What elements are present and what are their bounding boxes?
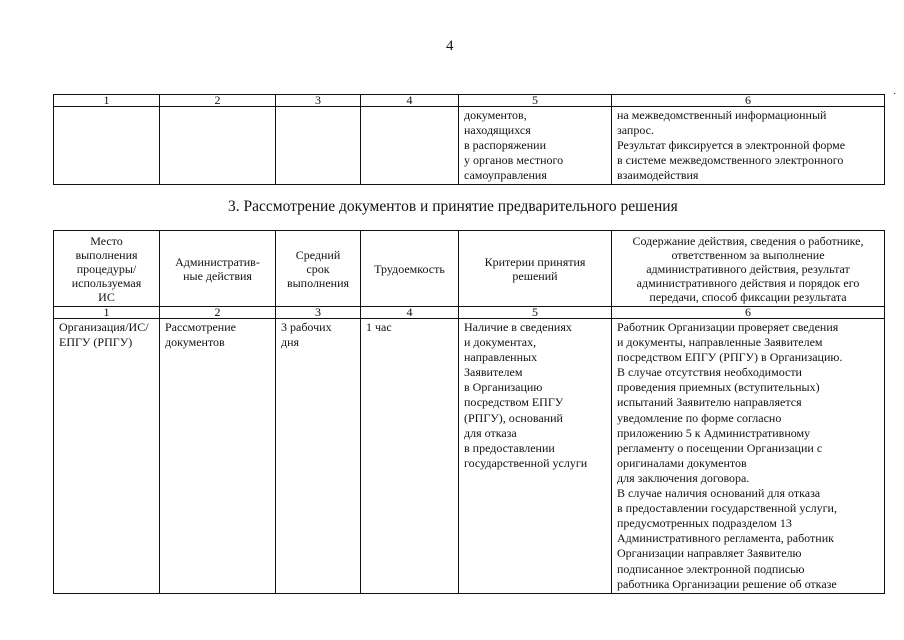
header-line: Трудоемкость [374, 261, 445, 276]
text-line: оригиналами документов [617, 455, 747, 470]
header-line: ные действия [183, 268, 252, 283]
labor-cell [361, 319, 459, 594]
text-line: уведомление по форме согласно [617, 410, 782, 425]
header-line: Средний [295, 247, 341, 262]
text-line: 1 час [366, 320, 392, 334]
column-number: 4 [361, 95, 459, 107]
header-line: ответственном за выполнение [671, 247, 825, 262]
text-line: и документах, [464, 335, 537, 350]
text-line: в предоставлении государственной услуги, [617, 501, 837, 516]
text-line: предусмотренных подразделом 13 [617, 516, 792, 531]
column-number-row [54, 95, 885, 107]
header-line: административного действия, результат [646, 261, 850, 276]
text-line: подписанное электронной подписью [617, 561, 805, 576]
text-line: ЕПГУ (РПГУ) [59, 335, 133, 350]
criteria-cell [459, 319, 612, 594]
header-line: передачи, способ фиксации результата [649, 289, 847, 304]
text-line: дня [281, 335, 300, 350]
text-line: Организация/ИС/ [59, 320, 149, 334]
header-line: административного действия и порядок его [636, 275, 860, 290]
text-line: государственной услуги [464, 455, 588, 470]
text-line: в предоставлении [464, 440, 555, 455]
column-number: 3 [276, 307, 361, 319]
column-number: 2 [160, 95, 276, 107]
header-line: процедуры/ [76, 261, 137, 276]
text-line: документов [165, 335, 225, 350]
column-number: 1 [54, 95, 160, 107]
duration-cell [276, 319, 361, 594]
text-line: приложению 5 к Административному [617, 425, 811, 440]
header-line: срок [306, 261, 330, 276]
text-line: документов, [464, 108, 527, 122]
header-place [54, 231, 160, 307]
text-line: Организации направляет Заявителю [617, 546, 802, 561]
header-criteria [459, 231, 612, 307]
header-line: решений [512, 268, 558, 283]
cell-empty [160, 107, 276, 185]
cell-empty [276, 107, 361, 185]
column-number: 3 [276, 95, 361, 107]
table-row [54, 107, 885, 185]
header-line: Содержание действия, сведения о работнике, [632, 233, 864, 248]
column-number: 4 [361, 307, 459, 319]
action-cell [160, 319, 276, 594]
text-line: В случае отсутствия необходимости [617, 365, 802, 380]
text-line: 3 рабочих [281, 320, 332, 334]
section-title: 3. Рассмотрение документов и принятие предварительного решения [228, 198, 678, 215]
cell-empty [361, 107, 459, 185]
text-line: регламенту о посещении Организации с [617, 440, 823, 455]
text-line: в системе межведомственного электронного [617, 153, 844, 168]
text-line: запрос. [617, 123, 654, 138]
text-line: проведения приемных (вступительных) [617, 380, 820, 395]
text-line: (РПГУ), оснований [464, 410, 563, 425]
column-number: 5 [459, 95, 612, 107]
column-number: 5 [459, 307, 612, 319]
text-line: посредством ЕПГУ [464, 395, 564, 410]
text-line: и документы, направленные Заявителем [617, 335, 823, 350]
text-line: испытаний Заявителю направляется [617, 395, 802, 410]
header-row [54, 231, 885, 307]
text-line: для заключения договора. [617, 470, 750, 485]
header-line: Место [90, 233, 123, 248]
header-line: Критерии принятия [484, 254, 586, 269]
text-line: посредством ЕПГУ (РПГУ) в Организацию. [617, 350, 843, 365]
text-line: самоуправления [464, 168, 547, 183]
text-line: для отказа [464, 425, 517, 440]
text-line: находящихся [464, 123, 531, 138]
table-continuation [53, 94, 885, 185]
header-actions [160, 231, 276, 307]
text-line: на межведомственный информационный [617, 108, 827, 122]
text-line: Административного регламента, работник [617, 531, 834, 546]
header-line: выполнения [75, 247, 138, 262]
cell-empty [54, 107, 160, 185]
text-line: Работник Организации проверяет сведения [617, 320, 839, 334]
column-number: 2 [160, 307, 276, 319]
page-number: 4 [446, 38, 454, 54]
content-cell [612, 107, 885, 185]
column-number: 6 [612, 307, 885, 319]
content-cell [612, 319, 885, 594]
header-content [612, 231, 885, 307]
table-row [54, 319, 885, 594]
text-line: В случае наличия оснований для отказа [617, 486, 821, 501]
margin-mark: ˙ [893, 92, 897, 103]
column-number: 6 [612, 95, 885, 107]
text-line: Результат фиксируется в электронной форме [617, 138, 846, 153]
header-line: используемая [71, 275, 142, 290]
text-line: у органов местного [464, 153, 564, 168]
header-line: Административ- [175, 254, 260, 269]
text-line: Заявителем [464, 365, 523, 380]
text-line: направленных [464, 350, 538, 365]
header-duration [276, 231, 361, 307]
text-line: в распоряжении [464, 138, 546, 153]
header-line: выполнения [286, 275, 350, 290]
criteria-cell [459, 107, 612, 185]
text-line: работника Организации решение об отказе [617, 576, 837, 591]
table-procedure [53, 230, 885, 594]
text-line: Наличие в сведениях [464, 320, 572, 334]
column-number: 1 [54, 307, 160, 319]
header-labor [361, 231, 459, 307]
place-cell [54, 319, 160, 594]
text-line: Рассмотрение [165, 320, 236, 334]
column-number-row [54, 307, 885, 319]
text-line: в Организацию [464, 380, 543, 395]
text-line: взаимодействия [617, 168, 699, 183]
header-line: ИС [98, 289, 115, 304]
